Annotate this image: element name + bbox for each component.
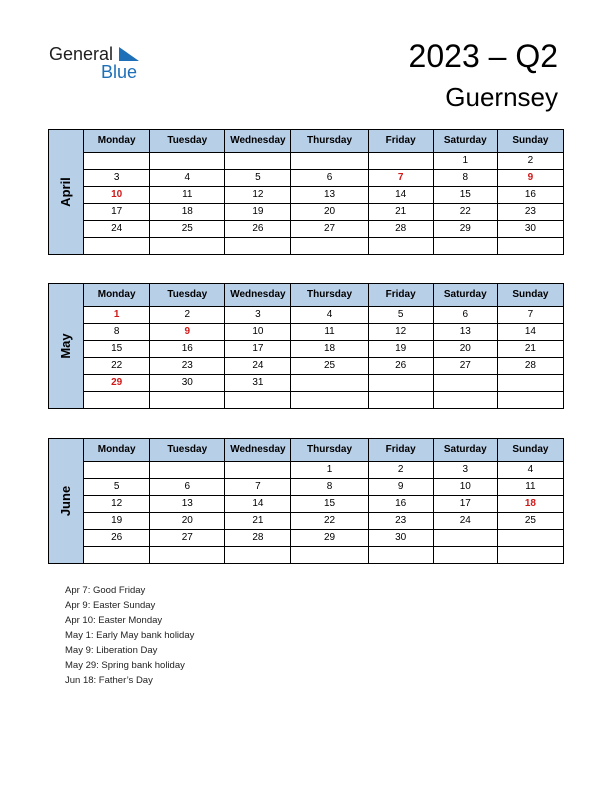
day-cell: 5	[225, 170, 291, 187]
day-cell: 13	[291, 187, 368, 204]
day-cell	[497, 530, 563, 547]
day-cell: 15	[433, 187, 497, 204]
day-cell	[84, 462, 150, 479]
day-cell	[291, 392, 368, 409]
month-label	[49, 439, 84, 564]
day-cell: 30	[497, 221, 563, 238]
week-row	[49, 530, 564, 547]
day-cell: 11	[497, 479, 563, 496]
day-cell: 28	[225, 530, 291, 547]
month-name: May	[58, 333, 74, 359]
day-cell	[497, 547, 563, 564]
day-cell	[150, 153, 225, 170]
weekday-header-row	[49, 130, 564, 153]
week-row	[49, 462, 564, 479]
weekday-header: Tuesday	[150, 130, 225, 153]
day-cell: 16	[150, 341, 225, 358]
day-cell: 23	[368, 513, 433, 530]
week-row	[49, 153, 564, 170]
day-cell	[368, 547, 433, 564]
day-cell: 3	[84, 170, 150, 187]
day-cell	[84, 153, 150, 170]
week-row	[49, 307, 564, 324]
weekday-header: Monday	[84, 284, 150, 307]
page-title: 2023 – Q2	[408, 38, 558, 74]
day-cell: 20	[150, 513, 225, 530]
day-cell: 17	[84, 204, 150, 221]
weekday-header: Tuesday	[150, 284, 225, 307]
day-cell	[84, 392, 150, 409]
day-cell	[150, 547, 225, 564]
week-row	[49, 392, 564, 409]
day-cell: 24	[433, 513, 497, 530]
day-cell	[84, 547, 150, 564]
day-cell: 10	[84, 187, 150, 204]
day-cell: 4	[497, 462, 563, 479]
week-row	[49, 187, 564, 204]
day-cell	[497, 375, 563, 392]
logo-triangle-icon	[119, 47, 139, 61]
holiday-note: May 1: Early May bank holiday	[65, 630, 195, 641]
day-cell: 24	[84, 221, 150, 238]
day-cell: 8	[84, 324, 150, 341]
holiday-note: Apr 7: Good Friday	[65, 585, 146, 596]
day-cell	[150, 392, 225, 409]
month-table	[48, 129, 564, 255]
day-cell	[225, 153, 291, 170]
day-cell: 17	[433, 496, 497, 513]
day-cell: 28	[368, 221, 433, 238]
day-cell: 31	[225, 375, 291, 392]
day-cell: 12	[225, 187, 291, 204]
day-cell	[150, 462, 225, 479]
day-cell: 2	[497, 153, 563, 170]
day-cell	[150, 238, 225, 255]
day-cell: 2	[150, 307, 225, 324]
day-cell	[225, 462, 291, 479]
day-cell: 24	[225, 358, 291, 375]
weekday-header: Sunday	[497, 439, 563, 462]
weekday-header: Monday	[84, 130, 150, 153]
day-cell: 27	[150, 530, 225, 547]
day-cell: 3	[225, 307, 291, 324]
holiday-notes	[65, 583, 194, 688]
day-cell: 26	[225, 221, 291, 238]
weekday-header: Wednesday	[225, 130, 291, 153]
day-cell: 8	[433, 170, 497, 187]
day-cell: 6	[150, 479, 225, 496]
day-cell: 1	[291, 462, 368, 479]
day-cell: 9	[368, 479, 433, 496]
day-cell: 21	[225, 513, 291, 530]
weekday-header: Thursday	[291, 439, 368, 462]
day-cell: 15	[291, 496, 368, 513]
day-cell	[291, 153, 368, 170]
day-cell	[225, 547, 291, 564]
logo-general-text: General	[49, 44, 114, 64]
day-cell: 18	[291, 341, 368, 358]
day-cell: 13	[433, 324, 497, 341]
day-cell: 26	[368, 358, 433, 375]
day-cell: 8	[291, 479, 368, 496]
day-cell: 1	[84, 307, 150, 324]
day-cell: 18	[150, 204, 225, 221]
day-cell: 5	[368, 307, 433, 324]
day-cell: 10	[225, 324, 291, 341]
day-cell: 16	[497, 187, 563, 204]
day-cell: 15	[84, 341, 150, 358]
day-cell	[291, 375, 368, 392]
day-cell: 29	[84, 375, 150, 392]
day-cell: 26	[84, 530, 150, 547]
day-cell	[433, 238, 497, 255]
day-cell	[368, 375, 433, 392]
day-cell: 16	[368, 496, 433, 513]
weekday-header: Wednesday	[225, 439, 291, 462]
week-row	[49, 375, 564, 392]
day-cell: 19	[368, 341, 433, 358]
day-cell: 22	[291, 513, 368, 530]
holiday-note: May 29: Spring bank holiday	[65, 660, 185, 671]
day-cell	[225, 238, 291, 255]
holiday-note: Apr 10: Easter Monday	[65, 615, 163, 626]
day-cell: 10	[433, 479, 497, 496]
weekday-header: Saturday	[433, 130, 497, 153]
month-label	[49, 284, 84, 409]
day-cell: 20	[433, 341, 497, 358]
week-row	[49, 496, 564, 513]
weekday-header: Friday	[368, 130, 433, 153]
holiday-note: Jun 18: Father’s Day	[65, 675, 153, 686]
day-cell: 6	[291, 170, 368, 187]
day-cell	[368, 238, 433, 255]
weekday-header: Friday	[368, 284, 433, 307]
week-row	[49, 324, 564, 341]
week-row	[49, 547, 564, 564]
day-cell: 4	[291, 307, 368, 324]
weekday-header: Thursday	[291, 284, 368, 307]
day-cell	[497, 238, 563, 255]
day-cell: 28	[497, 358, 563, 375]
day-cell: 11	[150, 187, 225, 204]
month-label	[49, 130, 84, 255]
day-cell	[225, 392, 291, 409]
holiday-note: May 9: Liberation Day	[65, 645, 158, 656]
month-name: June	[58, 485, 74, 517]
day-cell: 9	[497, 170, 563, 187]
week-row	[49, 358, 564, 375]
day-cell: 19	[84, 513, 150, 530]
day-cell: 27	[433, 358, 497, 375]
day-cell: 11	[291, 324, 368, 341]
day-cell: 7	[368, 170, 433, 187]
day-cell: 22	[84, 358, 150, 375]
day-cell: 3	[433, 462, 497, 479]
week-row	[49, 513, 564, 530]
day-cell	[433, 375, 497, 392]
day-cell: 9	[150, 324, 225, 341]
day-cell: 17	[225, 341, 291, 358]
week-row	[49, 479, 564, 496]
weekday-header: Monday	[84, 439, 150, 462]
day-cell: 7	[225, 479, 291, 496]
weekday-header: Saturday	[433, 439, 497, 462]
country-name: Guernsey	[445, 82, 558, 112]
day-cell: 19	[225, 204, 291, 221]
day-cell	[433, 530, 497, 547]
month-table	[48, 438, 564, 564]
month-name: April	[58, 177, 74, 207]
day-cell: 22	[433, 204, 497, 221]
day-cell	[433, 547, 497, 564]
day-cell: 14	[497, 324, 563, 341]
day-cell: 23	[497, 204, 563, 221]
day-cell: 23	[150, 358, 225, 375]
day-cell: 13	[150, 496, 225, 513]
weekday-header: Sunday	[497, 284, 563, 307]
day-cell: 4	[150, 170, 225, 187]
day-cell: 18	[497, 496, 563, 513]
day-cell: 30	[150, 375, 225, 392]
weekday-header: Thursday	[291, 130, 368, 153]
day-cell: 2	[368, 462, 433, 479]
day-cell	[497, 392, 563, 409]
day-cell: 12	[84, 496, 150, 513]
day-cell: 7	[497, 307, 563, 324]
weekday-header: Wednesday	[225, 284, 291, 307]
day-cell: 30	[368, 530, 433, 547]
holiday-note: Apr 9: Easter Sunday	[65, 600, 156, 611]
weekday-header-row	[49, 439, 564, 462]
day-cell	[368, 153, 433, 170]
day-cell: 6	[433, 307, 497, 324]
day-cell: 29	[433, 221, 497, 238]
week-row	[49, 341, 564, 358]
day-cell: 14	[368, 187, 433, 204]
day-cell: 5	[84, 479, 150, 496]
day-cell: 25	[497, 513, 563, 530]
day-cell: 25	[150, 221, 225, 238]
day-cell: 21	[497, 341, 563, 358]
week-row	[49, 170, 564, 187]
day-cell	[433, 392, 497, 409]
weekday-header: Tuesday	[150, 439, 225, 462]
weekday-header: Sunday	[497, 130, 563, 153]
day-cell: 27	[291, 221, 368, 238]
day-cell	[84, 238, 150, 255]
week-row	[49, 238, 564, 255]
day-cell: 12	[368, 324, 433, 341]
day-cell: 25	[291, 358, 368, 375]
logo-blue-text: Blue	[101, 62, 138, 82]
day-cell: 20	[291, 204, 368, 221]
day-cell: 29	[291, 530, 368, 547]
day-cell: 1	[433, 153, 497, 170]
day-cell: 21	[368, 204, 433, 221]
day-cell	[368, 392, 433, 409]
brand-logo	[49, 44, 149, 84]
week-row	[49, 204, 564, 221]
weekday-header: Saturday	[433, 284, 497, 307]
day-cell	[291, 547, 368, 564]
day-cell	[291, 238, 368, 255]
week-row	[49, 221, 564, 238]
month-table	[48, 283, 564, 409]
weekday-header: Friday	[368, 439, 433, 462]
weekday-header-row	[49, 284, 564, 307]
day-cell: 14	[225, 496, 291, 513]
